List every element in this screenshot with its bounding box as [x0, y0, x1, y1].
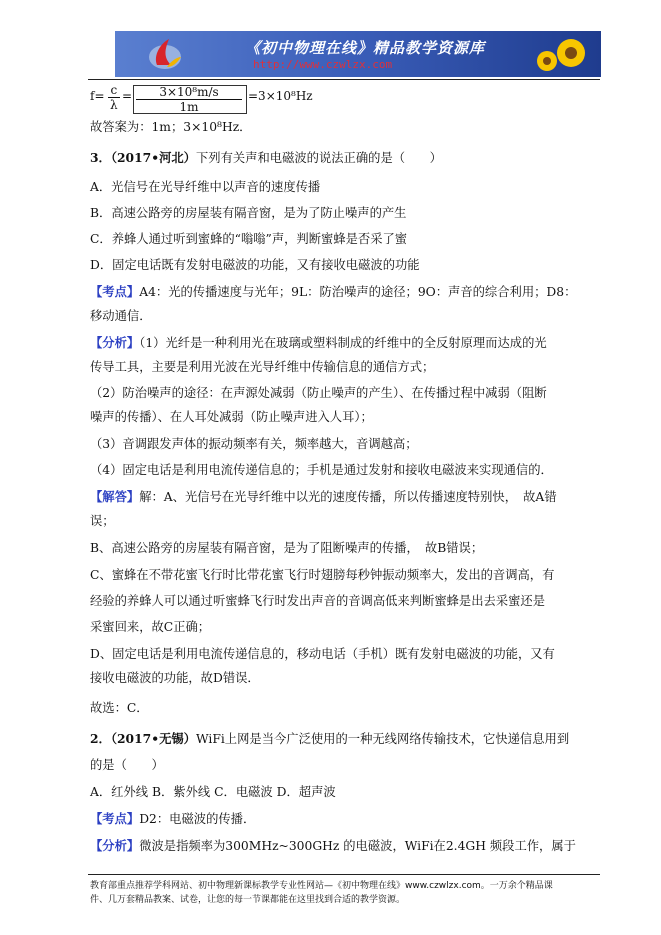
text-line	[90, 567, 554, 583]
text-line	[90, 593, 545, 609]
text-line	[90, 179, 320, 195]
text-segment: 移动通信．	[90, 309, 152, 323]
formula-fraction-c-lambda: $\frac{c}{\lambda}$	[110, 83, 118, 112]
text-segment: （3）音调跟发声体的振动频率有关，频率越大，音调越高；	[90, 437, 418, 451]
header-rule	[88, 79, 600, 80]
text-line	[90, 670, 260, 686]
text-line	[90, 119, 251, 135]
footer-line-2: 件、几万套精品教案、试卷，让您的每一节课都能在这里找到合适的教学资源。	[90, 895, 406, 905]
text-segment: A．光信号在光导纤维中以声音的速度传播	[90, 180, 321, 194]
text-segment: B．高速公路旁的房屋装有隔音窗，是为了防止噪声的产生	[90, 206, 407, 220]
section-tag: 【考点】	[90, 811, 140, 826]
header-banner	[115, 31, 601, 77]
text-segment: C．养蜂人通过听到蜜蜂的“嗡嗡”声，判断蜜蜂是否采了蜜	[90, 232, 408, 246]
text-line	[90, 150, 442, 166]
text-segment: 解：A、光信号在光导纤维中以光的速度传播，所以传播速度特别快， 故A错	[139, 490, 557, 504]
text-line	[90, 731, 569, 747]
text-segment: WiFi上网是当今广泛使用的一种无线网络传输技术，它快递信息用到	[195, 732, 570, 746]
text-segment: 误；	[90, 514, 115, 528]
question-heading: 2．	[90, 731, 111, 746]
section-tag: 【解答】	[90, 489, 140, 504]
text-line	[90, 257, 420, 273]
section-tag: 【分析】	[90, 335, 140, 350]
formula-result: =3×10⁸Hz	[248, 89, 313, 103]
text-segment: 经验的养蜂人可以通过听蜜蜂飞行时发出声音的音调高低来判断蜜蜂是出去采蜜还是	[90, 594, 545, 608]
text-segment: 故答案为：1m；3×10⁸Hz．	[90, 120, 252, 134]
text-line	[90, 619, 210, 635]
text-segment: （1）光纤是一种利用光在玻璃或塑料制成的纤维中的全反射原理而达成的光	[139, 336, 547, 350]
text-line	[90, 436, 418, 452]
text-segment: 传导工具，主要是利用光波在光导纤维中传输信息的通信方式；	[90, 360, 435, 374]
text-line	[90, 489, 557, 505]
question-heading: 3．	[90, 150, 111, 165]
text-segment: （2）防治噪声的途径：在声源处减弱（防止噪声的产生）、在传播过程中减弱（阻断	[90, 386, 547, 400]
text-line	[90, 308, 152, 324]
section-tag: 【分析】	[90, 838, 140, 853]
formula-fraction-value: $\frac{\text{3×10⁸m/s}}{1m}$	[136, 85, 242, 114]
text-line	[90, 540, 483, 556]
text-segment: 接收电磁波的功能，故D错误．	[90, 671, 260, 685]
header-url: http://www.czwlzx.com	[253, 58, 393, 71]
text-segment: 噪声的传播）、在人耳处减弱（防止噪声进入人耳）；	[90, 410, 373, 424]
text-line	[90, 284, 576, 300]
text-line	[90, 231, 407, 247]
text-line	[90, 409, 373, 425]
text-segment: A4：光的传播速度与光年；9L：防治噪声的途径；9O：声音的综合利用；D8：	[139, 285, 577, 299]
text-line	[90, 838, 576, 854]
text-segment: 下列有关声和电磁波的说法正确的是（ ）	[195, 151, 442, 165]
text-line	[90, 700, 149, 716]
logo-icon	[145, 35, 185, 73]
text-line	[90, 205, 406, 221]
sunflower-icon	[529, 33, 589, 77]
section-tag: 【考点】	[90, 284, 140, 299]
text-segment: 的是（ ）	[90, 758, 164, 772]
text-segment: D．固定电话既有发射电磁波的功能，又有接收电磁波的功能	[90, 258, 420, 272]
text-line	[90, 513, 115, 529]
text-segment: A．红外线 B．紫外线 C．电磁波 D．超声波	[90, 785, 336, 799]
text-segment: B、高速公路旁的房屋装有隔音窗，是为了阻断噪声的传播， 故B错误；	[90, 541, 484, 555]
text-segment: 故选：C．	[90, 701, 149, 715]
text-line	[90, 784, 336, 800]
text-segment: 微波是指频率为300MHz~300GHz 的电磁波，WiFi在2.4GH 频段工作，属于	[139, 839, 576, 853]
text-line	[90, 757, 164, 773]
text-segment: D、固定电话是利用电流传递信息的，移动电话（手机）既有发射电磁波的功能，又有	[90, 647, 555, 661]
header-title: 《初中物理在线》精品教学资源库	[245, 39, 486, 57]
text-line	[90, 462, 553, 478]
text-line	[90, 359, 434, 375]
text-segment: C、蜜蜂在不带花蜜飞行时比带花蜜飞行时翅膀每秒钟振动频率大，发出的音调高，有	[90, 568, 555, 582]
footer-line-1: 教育部重点推荐学科网站、初中物理新课标教学专业性网站—《初中物理在线》www.czwlzx.com。一万余个精品课	[90, 881, 553, 891]
footer-rule	[88, 874, 600, 875]
text-segment: 采蜜回来，故C正确；	[90, 620, 211, 634]
formula-equals: =	[122, 89, 133, 103]
text-line	[90, 385, 547, 401]
formula-lhs: f=	[90, 89, 105, 103]
question-heading: （2017•无锡）	[110, 731, 196, 746]
text-line	[90, 811, 255, 827]
text-line	[90, 646, 555, 662]
text-segment: （4）固定电话是利用电流传递信息的；手机是通过发射和接收电磁波来实现通信的．	[90, 463, 553, 477]
question-heading: （2017•河北）	[110, 150, 196, 165]
text-segment: D2：电磁波的传播．	[139, 812, 256, 826]
text-line	[90, 335, 547, 351]
